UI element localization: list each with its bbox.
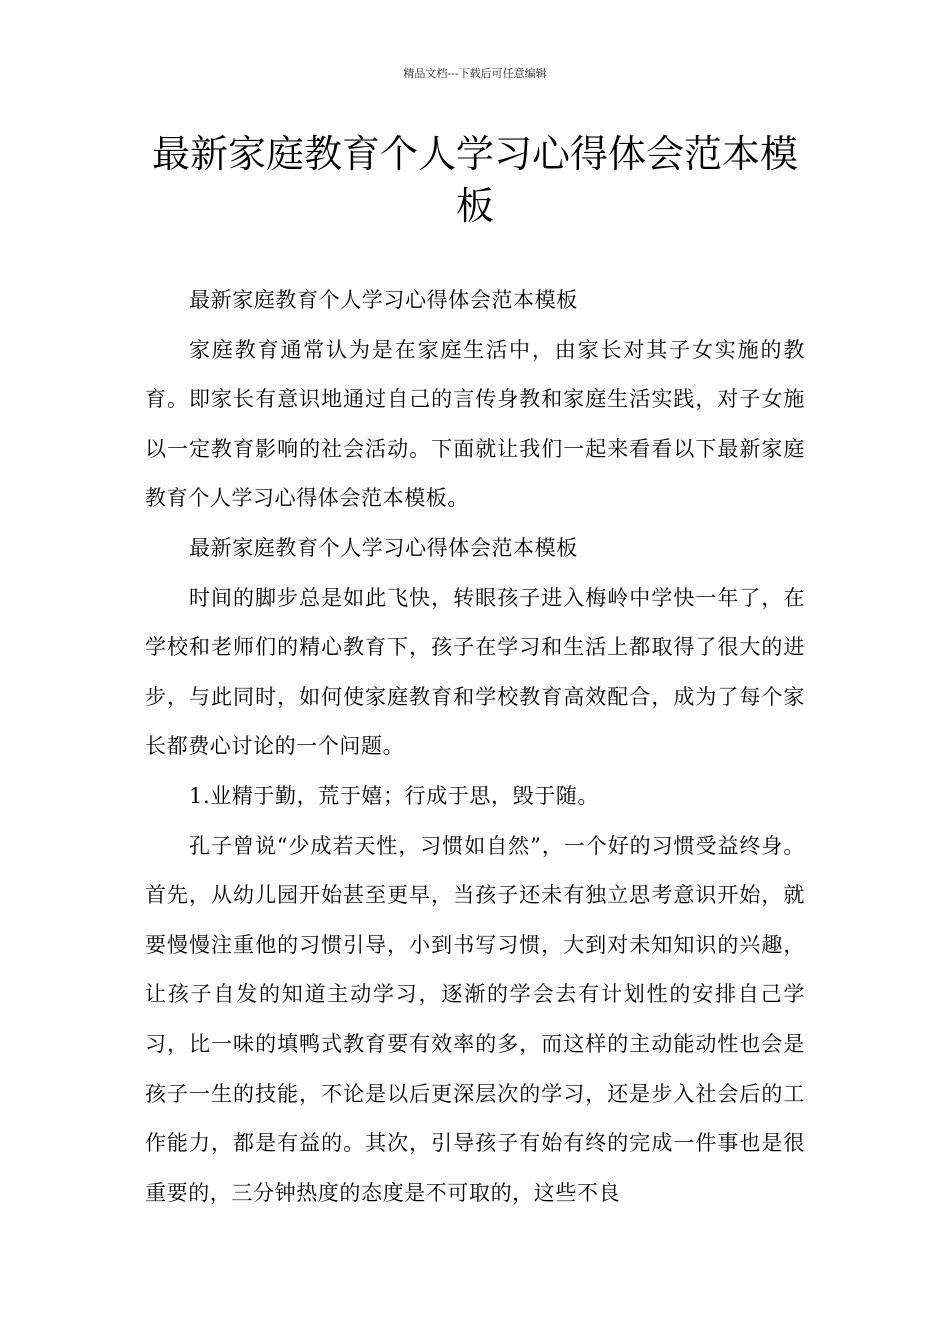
header-note: 精品文档---下载后可任意编辑: [403, 67, 547, 80]
document-title: 最新家庭教育个人学习心得体会范本模板: [151, 132, 798, 228]
body-paragraph: 时间的脚步总是如此飞快，转眼孩子进入梅岭中学快一年了，在学校和老师们的精心教育下，孩子在学习和生活上都取得了很大的进步，与此同时，如何使家庭教育和学校教育高效配合，成为了每个家长都费心讨论的一个问题。: [145, 585, 805, 759]
point-heading-paragraph: 1.业精于勤，荒于嬉；行成于思，毁于随。: [189, 783, 600, 808]
subtitle-paragraph: 最新家庭教育个人学习心得体会范本模板: [189, 288, 578, 312]
body-paragraph: 孔子曾说“少成若天性，习惯如自然”，一个好的习惯受益终身。首先，从幼儿园开始甚至更早，当孩子还未有独立思考意识开始，就要慢慢注重他的习惯引导，小到书写习惯，大到对未知知识的兴趣，让孩子自发的知道主动学习，逐渐的学会去有计划性的安排自己学习，比一味的填鸭式教育要有效率的多，而这样的主动能动性也会是孩子一生的技能，不论是以后更深层次的学习，还是步入社会后的工作能力，都是有益的。其次，引导孩子有始有终的完成一件事也是很重要的，三分钟热度的态度是不可取的，这些不良: [145, 833, 805, 1205]
intro-paragraph: 家庭教育通常认为是在家庭生活中，由家长对其子女实施的教育。即家长有意识地通过自己的言传身教和家庭生活实践，对子女施以一定教育影响的社会活动。下面就让我们一起来看看以下最新家庭教育个人学习心得体会范本模板。: [145, 337, 805, 511]
document-body: [145, 276, 805, 1218]
section-heading-paragraph: 最新家庭教育个人学习心得体会范本模板: [189, 535, 578, 560]
